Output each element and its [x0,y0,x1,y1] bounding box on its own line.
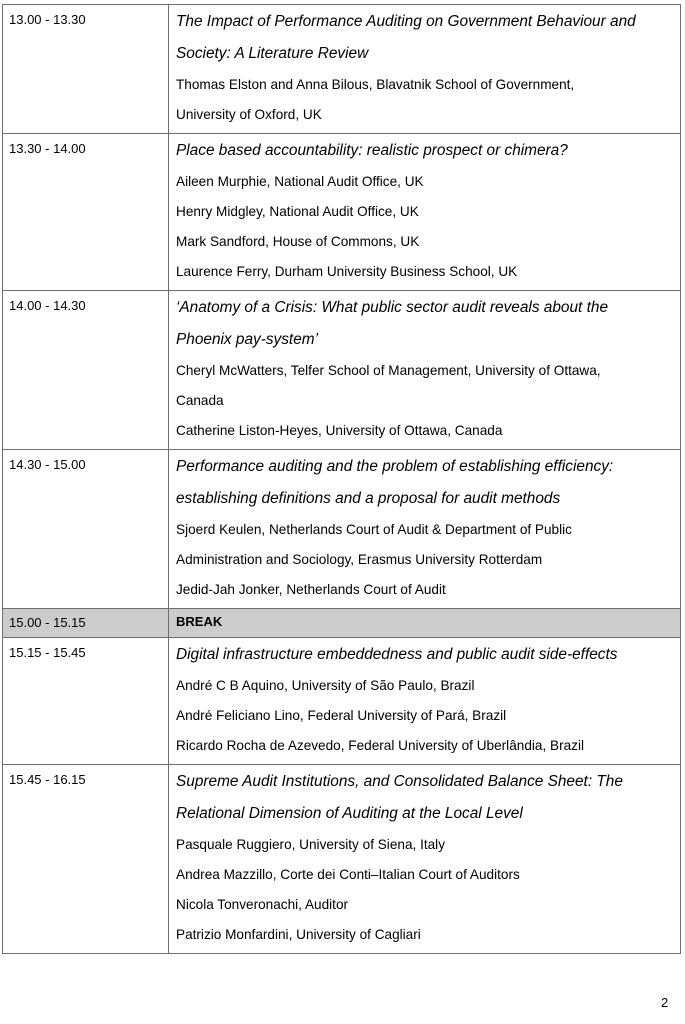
session-author-line: Thomas Elston and Anna Bilous, Blavatnik School of Government, [176,77,575,92]
session-title-line: The Impact of Performance Auditing on Government Behaviour and [176,13,636,30]
session-author-line: Canada [176,393,224,408]
session-row [3,765,681,954]
session-content [169,5,681,134]
session-title-line: Relational Dimension of Auditing at the Local Level [176,805,523,822]
session-author-line: Andrea Mazzillo, Corte dei Conti–Italian Court of Auditors [176,867,520,882]
session-content [169,765,681,954]
session-title-line: Performance auditing and the problem of establishing efficiency: [176,458,614,475]
session-time: 13.30 - 14.00 [3,134,169,291]
session-author-line: Henry Midgley, National Audit Office, UK [176,204,419,219]
session-row [3,5,681,134]
session-title-line: ‘Anatomy of a Crisis: What public sector audit reveals about the [176,299,608,316]
break-row [3,609,681,638]
session-time: 15.15 - 15.45 [3,638,169,765]
session-author-line: Administration and Sociology, Erasmus University Rotterdam [176,552,543,567]
session-author-line: Sjoerd Keulen, Netherlands Court of Audit & Department of Public [176,522,572,537]
session-author-line: Laurence Ferry, Durham University Business School, UK [176,264,518,279]
session-time: 13.00 - 13.30 [3,5,169,134]
session-content [169,450,681,609]
schedule-table [2,4,681,954]
session-content [169,134,681,291]
break-cell [169,609,681,638]
session-time: 14.00 - 14.30 [3,291,169,450]
break-label: BREAK [176,614,223,629]
session-content [169,291,681,450]
session-author-line: Cheryl McWatters, Telfer School of Management, University of Ottawa, [176,363,601,378]
session-row [3,134,681,291]
break-time: 15.00 - 15.15 [3,609,169,638]
session-title-line: Supreme Audit Institutions, and Consolidated Balance Sheet: The [176,773,623,790]
session-author-line: Jedid-Jah Jonker, Netherlands Court of Audit [176,582,446,597]
session-title-line: establishing definitions and a proposal for audit methods [176,490,561,507]
session-author-line: André Feliciano Lino, Federal University of Pará, Brazil [176,708,507,723]
schedule-body [3,5,681,954]
session-author-line: Catherine Liston-Heyes, University of Ottawa, Canada [176,423,503,438]
session-author-line: University of Oxford, UK [176,107,322,122]
session-row [3,291,681,450]
session-author-line: Pasquale Ruggiero, University of Siena, Italy [176,837,445,852]
session-time: 15.45 - 16.15 [3,765,169,954]
session-time: 14.30 - 15.00 [3,450,169,609]
session-title-line: Digital infrastructure embeddedness and public audit side-effects [176,646,618,663]
page-number: 2 [661,995,669,1010]
session-author-line: Aileen Murphie, National Audit Office, UK [176,174,424,189]
session-author-line: Ricardo Rocha de Azevedo, Federal University of Uberlândia, Brazil [176,738,585,753]
session-author-line: Nicola Tonveronachi, Auditor [176,897,349,912]
session-title-line: Place based accountability: realistic prospect or chimera? [176,142,568,159]
session-title-line: Phoenix pay-system’ [176,331,318,348]
session-author-line: André C B Aquino, University of São Paulo, Brazil [176,678,475,693]
session-row [3,638,681,765]
session-title-line: Society: A Literature Review [176,45,369,62]
session-row [3,450,681,609]
session-author-line: Mark Sandford, House of Commons, UK [176,234,420,249]
session-author-line: Patrizio Monfardini, University of Cagliari [176,927,421,942]
session-content [169,638,681,765]
